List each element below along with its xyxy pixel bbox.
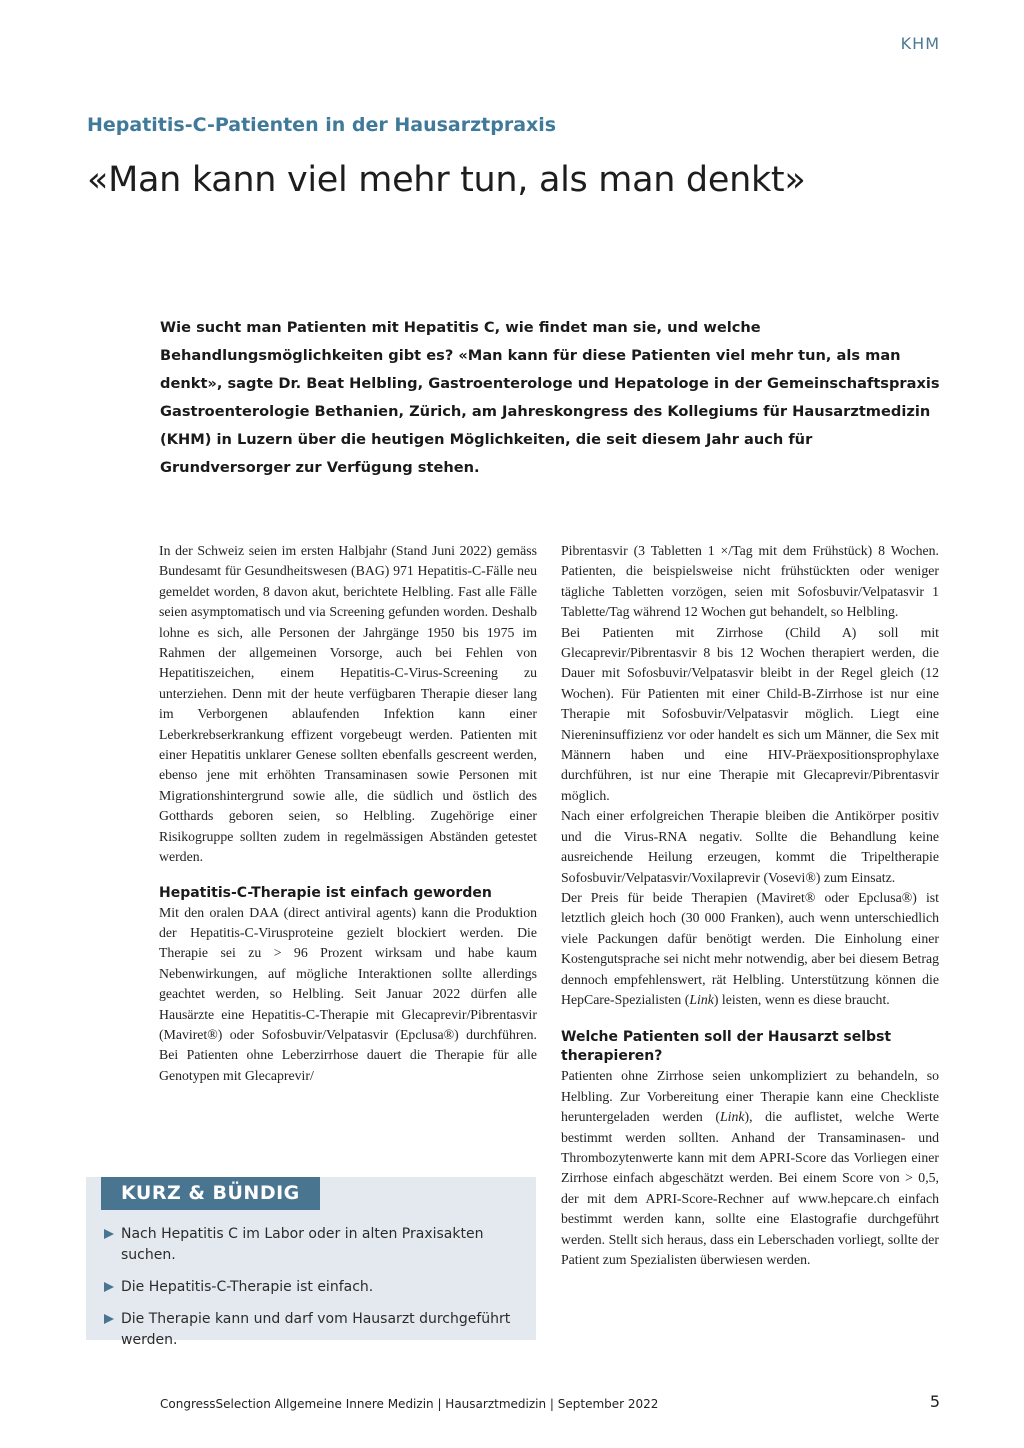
body-paragraph [561, 1066, 939, 1270]
body-paragraph: Pibrentasvir (3 Tabletten 1 ×/Tag mit dem Frühstück) 8 Wochen. Patienten, die beispielsweise nicht frühstückten oder weniger tägliche Tabletten vorzögen, seien mit Sofosbuvir/Velpatasvir 1 Tablette/Tag während 12 Wochen gut behandelt, so Helbling. [561, 543, 939, 620]
page-number: 5 [929, 1392, 940, 1411]
triangle-bullet-icon [104, 1229, 114, 1239]
summary-item [104, 1277, 524, 1298]
text-span: Patienten ohne Zirrhose seien unkompliziert zu behandeln, so Helbling. Zur Vorbereitung einer Therapie kann eine Checkliste heruntergeladen werden ( [561, 1068, 939, 1125]
body-paragraph: Bei Patienten mit Zirrhose (Child A) soll mit Glecaprevir/Pibrentasvir 8 bis 12 Wochen therapiert werden, die Dauer mit Sofosbuvir/Velpatasvir bleibt in der Regel gleich (12 Wochen). Für Patienten mit einer Child-B-Zirrhose ist nur eine Therapie mit Sofosbuvir/Velpatasvir möglich. Liegt eine Niereninsuffizienz vor oder handelt es sich um Männer, die Sex mit Männern haben und eine HIV-Präexpositionsprophylaxe durchführen, ist nur eine Therapie mit Glecaprevir/Pibrentasvir möglich. [561, 624, 939, 803]
triangle-bullet-icon [104, 1314, 114, 1324]
summary-box-title: KURZ & BÜNDIG [101, 1177, 320, 1210]
body-paragraph: Mit den oralen DAA (direct antiviral agents) kann die Produktion der Hepatitis-C-Virusproteine gezielt blockiert werden. Die Therapie sei zu > 96 Prozent wirksam und habe kaum Nebenwirkungen, auf mögliche Interaktionen sollte allerdings geachtet werden, so Helbling. Seit Januar 2022 dürfen alle Hausärzte eine Hepatitis-C-Therapie mit Glecaprevir/Pibrentasvir (Maviret®) oder Sofosbuvir/Velpatasvir (Epclusa®) durchführen. Bei Patienten ohne Leberzirrhose dauert die Therapie für alle Genotypen mit Glecaprevir/ [159, 904, 537, 1083]
summary-list [104, 1224, 524, 1362]
link-text[interactable]: Link [689, 991, 714, 1007]
subheading: Hepatitis-C-Therapie ist einfach geworden [159, 884, 492, 901]
link-text[interactable]: Link [719, 1109, 745, 1125]
triangle-bullet-icon [104, 1282, 114, 1292]
article-lead: Wie sucht man Patienten mit Hepatitis C, wie findet man sie, und welche Behandlungsmöglichkeiten gibt es? «Man kann für diese Patienten viel mehr tun, als man denkt», sagte Dr. Beat Helbling, Gastroenterologe und Hepatologe in der Gemeinschaftspraxis Gastroenterologie Bethanien, Zürich, am Jahreskongress des Kollegiums für Hausarztmedizin (KHM) in Luzern über die heutigen Möglichkeiten, die seit diesem Jahr auch für Grundversorger zur Verfügung stehen. [160, 319, 940, 476]
summary-item-text: Die Hepatitis-C-Therapie ist einfach. [121, 1279, 374, 1295]
subheading: Welche Patienten soll der Hausarzt selbst therapieren? [561, 1029, 892, 1065]
summary-item-text: Die Therapie kann und darf vom Hausarzt durchgeführt werden. [121, 1311, 511, 1348]
body-paragraph: Nach einer erfolgreichen Therapie bleiben die Antikörper positiv und die Virus-RNA negativ. Sollte die Behandlung keine ausreichende Heilung erzeugen, kommt die Tripeltherapie Sofosbuvir/Velpatasvir/Voxilaprevir (Vosevi®) zum Einsatz. [561, 808, 939, 885]
footer-publication: CongressSelection Allgemeine Innere Medizin | Hausarztmedizin | September 2022 [160, 1397, 659, 1411]
summary-item [104, 1309, 524, 1351]
text-span: ) leisten, wenn es diese braucht. [713, 991, 890, 1007]
body-column-left [159, 541, 537, 1086]
body-column-right [561, 541, 939, 1270]
article-headline: «Man kann viel mehr tun, als man denkt» [87, 160, 806, 200]
text-span: ), die auflistet, welche Werte bestimmt werden sollten. Anhand der Transaminasen- und Thrombozytenwerte kann mit dem APRI-Score das Vorliegen einer Zirrhose einfach abgeschätzt werden. Bei einem Score von > 0,5, der mit dem APRI-Score-Rechner auf www.hepcare.ch einfach bestimmt werden kann, sollte eine Elastografie durchgeführt werden. Stellt sich heraus, dass ein Leberschaden vorliegt, sollte der Patient zum Spezialisten überwiesen werden. [561, 1109, 939, 1267]
body-paragraph: In der Schweiz seien im ersten Halbjahr (Stand Juni 2022) gemäss Bundesamt für Gesundheitswesen (BAG) 971 Hepatitis-C-Fälle neu gemeldet worden, 8 davon akut, berichtete Helbling. Fast alle Fälle seien asymptomatisch und via Screening gefunden worden. Deshalb lohne es sich, alle Personen der Jahrgänge 1950 bis 1975 im Rahmen der allgemeinen Vorsorge, auch bei Fehlen von Hepatitiszeichen, einem Hepatitis-C-Virus-Screening zu unterziehen. Denn mit der heute verfügbaren Therapie dieser lang im Verborgenen ablaufenden Infektion kann einer Leberkrebserkrankung effizent vorgebeugt werden. Patienten mit einer Hepatitis unklarer Genese sollten ebenfalls gescreent werden, ebenso jene mit erhöhten Transaminasen sowie Personen mit Migrationshintergrund sowie alle, die südlich und östlich des Gotthards geboren seien, so Helbling. Zugehörige einer Risikogruppe sollten zudem in regelmässigen Abständen getestet werden. [159, 543, 537, 865]
body-paragraph [561, 888, 939, 1010]
summary-item-text: Nach Hepatitis C im Labor oder in alten Praxisakten suchen. [121, 1226, 484, 1263]
article-kicker: Hepatitis-C-Patienten in der Hausarztpraxis [87, 114, 557, 136]
text-span: Der Preis für beide Therapien (Maviret® oder Epclusa®) ist letztlich gleich hoch (30 000 Franken), auch wenn unterschiedlich viele Packungen dafür benötigt werden. Die Einholung einer Kostengutsprache sei nicht mehr notwendig, aber bei diesem Betrag dennoch empfehlenswert, rät Helbling. Unterstützung können die HepCare-Spezialisten ( [561, 889, 939, 1007]
summary-item [104, 1224, 524, 1266]
section-tag: KHM [900, 34, 940, 53]
